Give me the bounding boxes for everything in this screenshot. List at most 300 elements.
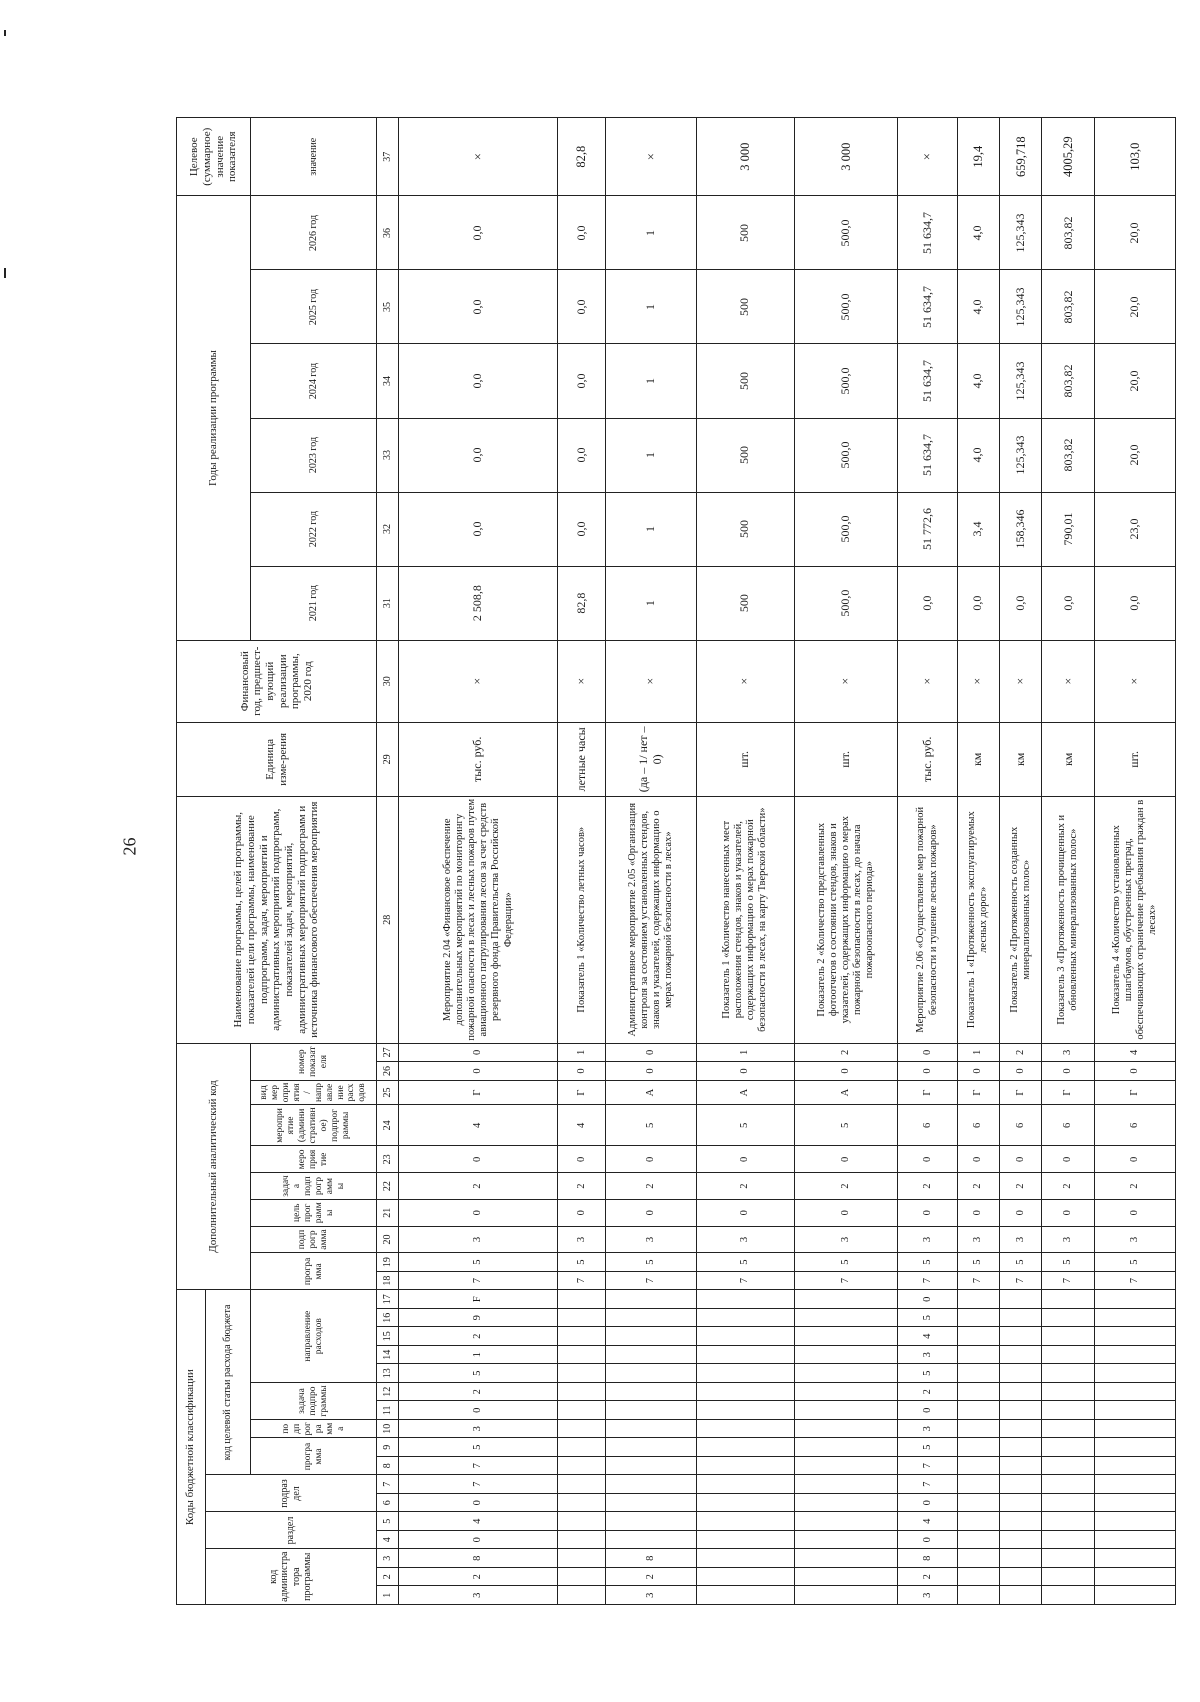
code-digit (606, 1309, 697, 1328)
code-digit: 0 (606, 1199, 697, 1226)
code-digit: 5 (697, 1253, 794, 1272)
code-digit: 5 (606, 1105, 697, 1146)
code-digit (957, 1438, 999, 1457)
row-year-value: 51 634,7 (898, 270, 957, 344)
code-digit: 6 (1000, 1105, 1042, 1146)
code-digit (697, 1438, 794, 1457)
code-digit (1000, 1364, 1042, 1383)
code-digit: 3 (558, 1226, 606, 1253)
code-digit (794, 1475, 898, 1494)
header-dac-goal: цель программы (251, 1199, 377, 1226)
code-digit: 2 (606, 1568, 697, 1587)
row-year-value: 51 634,7 (898, 418, 957, 492)
row-year-value: 500,0 (794, 492, 898, 566)
code-digit (606, 1346, 697, 1365)
header-base-year: Финансовый год, предшест-вующий реализации программы, 2020 год (177, 640, 377, 722)
code-digit: 1 (697, 1043, 794, 1062)
row-year-value: 803,82 (1042, 344, 1095, 418)
code-digit (1042, 1309, 1095, 1328)
code-digit (558, 1401, 606, 1420)
code-digit (794, 1401, 898, 1420)
code-digit (697, 1494, 794, 1513)
code-digit (697, 1549, 794, 1568)
row-year-value: 0,0 (399, 270, 558, 344)
row-name: Административное мероприятие 2.05 «Организация контроля за состоянием установленных стендов, знаков и указателей, содержащих информацию о мерах пожарной безопасности в лесах» (606, 796, 697, 1043)
code-digit (1000, 1346, 1042, 1365)
row-name: Показатель 4 «Количество установленных шлагбаумов, обустроенных преград, обеспечивающих ограничение пребывания граждан в лесах» (1095, 796, 1176, 1043)
row-name: Показатель 2 «Количество представленных фотоотчетов о состоянии стендов, знаков и указателей, содержащих информацию о мерах пожарной безопасности в лесах, до начала пожароопасного периода» (794, 796, 898, 1043)
code-digit (697, 1512, 794, 1531)
code-digit (1042, 1420, 1095, 1439)
code-digit: 1 (399, 1346, 558, 1365)
header-kcsr-direction: направление расходов (251, 1290, 377, 1383)
code-digit (794, 1568, 898, 1587)
table-row (957, 118, 999, 1605)
code-digit: 4 (898, 1327, 957, 1346)
column-number: 8 (377, 1457, 399, 1476)
code-digit: 3 (1042, 1043, 1095, 1062)
code-digit (697, 1475, 794, 1494)
row-year-value: 500 (697, 270, 794, 344)
code-digit: 0 (558, 1199, 606, 1226)
column-number: 30 (377, 640, 399, 722)
row-year-value: 0,0 (1095, 566, 1176, 640)
row-target-value: 4005,29 (1042, 118, 1095, 196)
code-digit: Г (558, 1080, 606, 1105)
header-dac-measure-kind: мероприятие (251, 1146, 377, 1173)
row-year-value: 0,0 (1042, 566, 1095, 640)
code-digit: Г (957, 1080, 999, 1105)
code-digit (1095, 1512, 1176, 1531)
column-number: 7 (377, 1475, 399, 1494)
code-digit (1095, 1549, 1176, 1568)
code-digit: 2 (399, 1383, 558, 1402)
code-digit (606, 1401, 697, 1420)
code-digit (558, 1290, 606, 1309)
code-digit: 4 (399, 1105, 558, 1146)
code-digit (558, 1568, 606, 1587)
code-digit (697, 1290, 794, 1309)
code-digit: 3 (898, 1420, 957, 1439)
header-target-value: значение (251, 118, 377, 196)
code-digit: 7 (898, 1457, 957, 1476)
column-number: 1 (377, 1586, 399, 1605)
code-digit (697, 1309, 794, 1328)
rotated-table-container (176, 117, 1176, 1605)
code-digit: 0 (558, 1062, 606, 1081)
code-digit: 0 (1095, 1146, 1176, 1173)
row-name: Мероприятие 2.06 «Осуществление мер пожарной безопасности и тушение лесных пожаров» (898, 796, 957, 1043)
row-base-year-value: × (697, 640, 794, 722)
row-year-value: 0,0 (898, 566, 957, 640)
code-digit (794, 1586, 898, 1605)
row-target-value: × (898, 118, 957, 196)
row-year-value: 500,0 (794, 566, 898, 640)
header-year-2025: 2025 год (251, 270, 377, 344)
row-year-value: 500 (697, 344, 794, 418)
code-digit (794, 1290, 898, 1309)
table-row (898, 118, 957, 1605)
column-number: 17 (377, 1290, 399, 1309)
code-digit: 0 (794, 1146, 898, 1173)
code-digit: 4 (399, 1512, 558, 1531)
row-year-value: 51 634,7 (898, 344, 957, 418)
code-digit (794, 1512, 898, 1531)
code-digit (1095, 1494, 1176, 1513)
column-number: 36 (377, 196, 399, 270)
column-number: 14 (377, 1346, 399, 1365)
code-digit: 2 (1042, 1173, 1095, 1200)
row-year-value: 500 (697, 196, 794, 270)
code-digit (1095, 1568, 1176, 1587)
code-digit (794, 1420, 898, 1439)
code-digit: 0 (957, 1062, 999, 1081)
code-digit: 0 (1000, 1199, 1042, 1226)
header-year-2022: 2022 год (251, 492, 377, 566)
code-digit: 1 (558, 1043, 606, 1062)
code-digit (1095, 1420, 1176, 1439)
program-table (176, 117, 1176, 1605)
code-digit: 5 (697, 1105, 794, 1146)
code-digit: 3 (957, 1226, 999, 1253)
header-year-2023: 2023 год (251, 418, 377, 492)
row-base-year-value: × (606, 640, 697, 722)
header-kcsr-program: программа (251, 1438, 377, 1475)
row-year-value: 803,82 (1042, 418, 1095, 492)
code-digit: 5 (898, 1438, 957, 1457)
row-year-value: 125,343 (1000, 418, 1042, 492)
row-year-value: 0,0 (558, 196, 606, 270)
table-row (1095, 118, 1176, 1605)
row-target-value: 659,718 (1000, 118, 1042, 196)
code-digit: 3 (606, 1586, 697, 1605)
code-digit: 3 (1095, 1226, 1176, 1253)
row-target-value: × (606, 118, 697, 196)
code-digit (1095, 1383, 1176, 1402)
code-digit: 0 (1095, 1199, 1176, 1226)
code-digit (606, 1438, 697, 1457)
row-base-year-value: × (1042, 640, 1095, 722)
code-digit: 2 (898, 1568, 957, 1587)
header-kbk-group: Коды бюджетной классификации (177, 1290, 206, 1605)
table-row (1042, 118, 1095, 1605)
header-dac-indicator: номер показателя (251, 1043, 377, 1080)
row-year-value: 20,0 (1095, 196, 1176, 270)
code-digit (558, 1420, 606, 1439)
row-year-value: 500,0 (794, 418, 898, 492)
row-unit: летные часы (558, 722, 606, 796)
code-digit: 0 (898, 1062, 957, 1081)
header-dac-kind: вид мероприятия / направление расходов (251, 1080, 377, 1105)
code-digit: 5 (898, 1364, 957, 1383)
code-digit (558, 1531, 606, 1550)
row-unit: км (957, 722, 999, 796)
code-digit (606, 1290, 697, 1309)
code-digit (558, 1346, 606, 1365)
code-digit (558, 1494, 606, 1513)
code-digit: 2 (399, 1173, 558, 1200)
code-digit: 5 (794, 1253, 898, 1272)
code-digit (558, 1457, 606, 1476)
code-digit: 0 (1042, 1146, 1095, 1173)
code-digit: 3 (1042, 1226, 1095, 1253)
header-kcsr-task: задача подпрограммы (251, 1383, 377, 1420)
header-year-2024: 2024 год (251, 344, 377, 418)
code-digit: 3 (898, 1346, 957, 1365)
row-year-value: 500,0 (794, 196, 898, 270)
code-digit (1095, 1364, 1176, 1383)
code-digit: 0 (1042, 1062, 1095, 1081)
code-digit (1000, 1586, 1042, 1605)
code-digit: 1 (957, 1043, 999, 1062)
code-digit: 7 (558, 1271, 606, 1290)
code-digit: 3 (399, 1226, 558, 1253)
code-digit: 2 (794, 1043, 898, 1062)
row-base-year-value: × (794, 640, 898, 722)
row-year-value: 803,82 (1042, 196, 1095, 270)
code-digit: 0 (794, 1199, 898, 1226)
code-digit: 3 (399, 1420, 558, 1439)
column-number: 11 (377, 1401, 399, 1420)
column-number: 9 (377, 1438, 399, 1457)
row-base-year-value: × (399, 640, 558, 722)
code-digit (957, 1327, 999, 1346)
code-digit (1042, 1568, 1095, 1587)
row-year-value: 82,8 (558, 566, 606, 640)
code-digit (697, 1364, 794, 1383)
code-digit (957, 1568, 999, 1587)
column-number: 16 (377, 1309, 399, 1328)
code-digit: 2 (898, 1383, 957, 1402)
row-target-value: 19,4 (957, 118, 999, 196)
code-digit (1095, 1401, 1176, 1420)
row-year-value: 500 (697, 418, 794, 492)
column-number-row (377, 118, 399, 1605)
code-digit: 2 (794, 1173, 898, 1200)
scan-mark-side (4, 268, 6, 278)
code-digit (1095, 1457, 1176, 1476)
column-number: 5 (377, 1512, 399, 1531)
code-digit (1042, 1494, 1095, 1513)
table-row (697, 118, 794, 1605)
code-digit (957, 1475, 999, 1494)
code-digit (1000, 1327, 1042, 1346)
code-digit: 2 (898, 1173, 957, 1200)
table-row (606, 118, 697, 1605)
code-digit: 2 (697, 1173, 794, 1200)
code-digit: Г (1042, 1080, 1095, 1105)
table-row (1000, 118, 1042, 1605)
row-year-value: 4,0 (957, 418, 999, 492)
code-digit: 5 (606, 1253, 697, 1272)
code-digit (957, 1383, 999, 1402)
code-digit: 3 (399, 1586, 558, 1605)
code-digit: 5 (558, 1253, 606, 1272)
column-number: 23 (377, 1146, 399, 1173)
code-digit (1042, 1475, 1095, 1494)
code-digit (1095, 1475, 1176, 1494)
row-year-value: 4,0 (957, 270, 999, 344)
code-digit (697, 1568, 794, 1587)
code-digit: 0 (606, 1043, 697, 1062)
row-year-value: 0,0 (558, 270, 606, 344)
code-digit (1000, 1531, 1042, 1550)
row-year-value: 1 (606, 196, 697, 270)
column-number: 28 (377, 796, 399, 1043)
code-digit (1042, 1586, 1095, 1605)
row-unit: (да – 1/ нет – 0) (606, 722, 697, 796)
code-digit (558, 1438, 606, 1457)
code-digit (794, 1549, 898, 1568)
column-number: 20 (377, 1226, 399, 1253)
code-digit (1042, 1327, 1095, 1346)
code-digit (606, 1531, 697, 1550)
code-digit (957, 1549, 999, 1568)
column-number: 33 (377, 418, 399, 492)
code-digit (606, 1475, 697, 1494)
code-digit: 5 (1042, 1253, 1095, 1272)
code-digit: 0 (399, 1494, 558, 1513)
column-number: 37 (377, 118, 399, 196)
header-dac-measure: мероприятие (административное) подпрограммы (251, 1105, 377, 1146)
code-digit: 8 (606, 1549, 697, 1568)
row-unit: шт. (1095, 722, 1176, 796)
row-base-year-value: × (558, 640, 606, 722)
code-digit (697, 1346, 794, 1365)
code-digit: 7 (957, 1271, 999, 1290)
code-digit (957, 1420, 999, 1439)
header-razdel: раздел (205, 1512, 377, 1549)
code-digit (606, 1327, 697, 1346)
table-row (558, 118, 606, 1605)
header-kcsr-group: код целевой статьи расхода бюджета (205, 1290, 251, 1475)
row-name: Показатель 1 «Количество нанесенных мест расположения стендов, знаков и указателей, содержащих информацию о мерах пожарной безопасности в лесах, на карту Тверской области» (697, 796, 794, 1043)
code-digit: 0 (606, 1146, 697, 1173)
row-year-value: 125,343 (1000, 196, 1042, 270)
code-digit (1095, 1438, 1176, 1457)
code-digit (1000, 1420, 1042, 1439)
code-digit: 6 (957, 1105, 999, 1146)
code-digit: 7 (1042, 1271, 1095, 1290)
column-number: 10 (377, 1420, 399, 1439)
code-digit: 5 (399, 1364, 558, 1383)
code-digit: 7 (399, 1475, 558, 1494)
code-digit: 0 (399, 1146, 558, 1173)
row-year-value: 20,0 (1095, 270, 1176, 344)
column-number: 24 (377, 1105, 399, 1146)
code-digit (794, 1494, 898, 1513)
code-digit (957, 1457, 999, 1476)
code-digit: 6 (898, 1105, 957, 1146)
code-digit (794, 1364, 898, 1383)
code-digit: 7 (399, 1457, 558, 1476)
code-digit (1000, 1438, 1042, 1457)
row-unit: км (1042, 722, 1095, 796)
code-digit: 7 (898, 1271, 957, 1290)
row-year-value: 4,0 (957, 344, 999, 418)
code-digit: 0 (1000, 1062, 1042, 1081)
code-digit: 7 (399, 1271, 558, 1290)
code-digit (1095, 1309, 1176, 1328)
row-year-value: 803,82 (1042, 270, 1095, 344)
header-row-1 (177, 118, 206, 1605)
code-digit (1095, 1531, 1176, 1550)
code-digit (1042, 1383, 1095, 1402)
code-digit (794, 1438, 898, 1457)
code-digit: 0 (1095, 1062, 1176, 1081)
row-base-year-value: × (1095, 640, 1176, 722)
header-unit: Единица изме-рения (177, 722, 377, 796)
code-digit: 3 (794, 1226, 898, 1253)
page-number: 26 (119, 837, 140, 856)
row-base-year-value: × (957, 640, 999, 722)
code-digit (1000, 1494, 1042, 1513)
code-digit: 7 (898, 1475, 957, 1494)
code-digit (1042, 1401, 1095, 1420)
code-digit: 0 (794, 1062, 898, 1081)
code-digit: 5 (898, 1253, 957, 1272)
code-digit: 7 (697, 1271, 794, 1290)
column-number: 12 (377, 1383, 399, 1402)
table-row (399, 118, 558, 1605)
code-digit: Г (1095, 1080, 1176, 1105)
header-year-2021: 2021 год (251, 566, 377, 640)
code-digit (957, 1586, 999, 1605)
column-number: 2 (377, 1568, 399, 1587)
row-name: Показатель 1 «Протяженность эксплуатируемых лесных дорог» (957, 796, 999, 1043)
code-digit (1000, 1457, 1042, 1476)
header-name: Наименование программы, целей программы, показателей цели программы, наименование подпрограмм, задач, мероприятий и административных мероприятий подпрограмм, показателей задач, мероприятий, административных мероприятий подпрограмм и источника финансового обеспечения мероприятия (177, 796, 377, 1043)
code-digit (1042, 1290, 1095, 1309)
code-digit: 0 (399, 1062, 558, 1081)
code-digit (957, 1290, 999, 1309)
code-digit (957, 1309, 999, 1328)
row-year-value: 23,0 (1095, 492, 1176, 566)
code-digit: 0 (898, 1494, 957, 1513)
code-digit: 0 (697, 1146, 794, 1173)
code-digit: 0 (898, 1401, 957, 1420)
code-digit (606, 1457, 697, 1476)
code-digit (1000, 1401, 1042, 1420)
code-digit: 5 (399, 1253, 558, 1272)
code-digit: 4 (558, 1105, 606, 1146)
row-target-value: 3 000 (697, 118, 794, 196)
code-digit: 8 (399, 1549, 558, 1568)
code-digit (1095, 1290, 1176, 1309)
code-digit (697, 1401, 794, 1420)
code-digit (1095, 1327, 1176, 1346)
code-digit (606, 1364, 697, 1383)
column-number: 26 (377, 1062, 399, 1081)
row-year-value: 790,01 (1042, 492, 1095, 566)
row-year-value: 1 (606, 418, 697, 492)
code-digit: А (697, 1080, 794, 1105)
code-digit: 0 (898, 1531, 957, 1550)
code-digit: 0 (898, 1043, 957, 1062)
row-year-value: 125,343 (1000, 344, 1042, 418)
row-year-value: 4,0 (957, 196, 999, 270)
row-year-value: 3,4 (957, 492, 999, 566)
row-target-value: 3 000 (794, 118, 898, 196)
code-digit (794, 1531, 898, 1550)
header-dac-task: задача подпрограммы (251, 1173, 377, 1200)
column-number: 13 (377, 1364, 399, 1383)
code-digit (957, 1364, 999, 1383)
code-digit (697, 1327, 794, 1346)
code-digit (1042, 1438, 1095, 1457)
code-digit: 0 (399, 1531, 558, 1550)
code-digit: 5 (1095, 1253, 1176, 1272)
